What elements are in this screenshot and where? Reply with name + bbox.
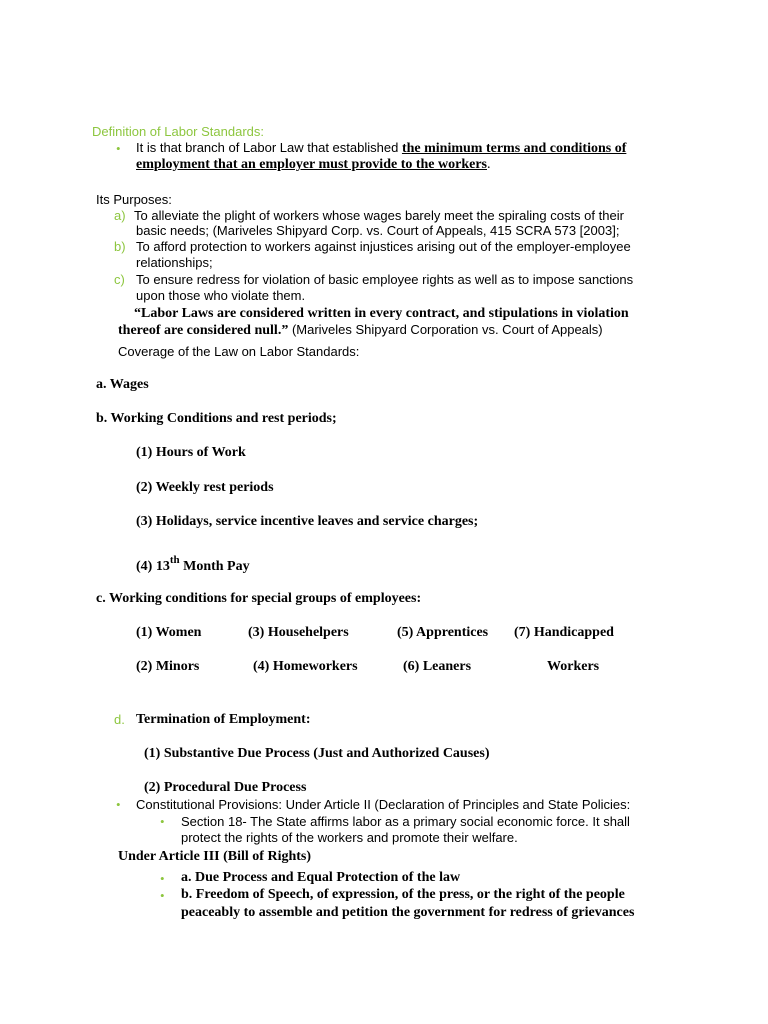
purpose-a-line-2: basic needs; (Mariveles Shipyard Corp. vs. Court of Appeals, 415 SCRA 573 [2003]; (136, 223, 620, 238)
quote-citation: (Mariveles Shipyard Corporation vs. Court of Appeals) (288, 322, 603, 337)
group-women: (1) Women (136, 625, 202, 640)
bullet-icon: • (160, 888, 165, 903)
constitutional-text: Constitutional Provisions: Under Article II (Declaration of Principles and State Policies: (136, 797, 631, 812)
group-apprentices: (5) Apprentices (397, 625, 489, 640)
bullet-icon: • (160, 871, 165, 886)
quote-line-2 (118, 323, 603, 338)
coverage-d-item-2: (2) Procedural Due Process (144, 780, 307, 795)
coverage-b-item-4 (136, 555, 250, 574)
coverage-a: a. Wages (96, 377, 149, 392)
coverage-title: Coverage of the Law on Labor Standards: (118, 344, 360, 359)
coverage-b: b. Working Conditions and rest periods; (96, 411, 337, 426)
section18-line-1: Section 18- The State affirms labor as a primary social economic force. It shall (181, 814, 630, 829)
purpose-b-line-2: relationships; (136, 255, 213, 270)
group-leaners: (6) Leaners (403, 659, 472, 674)
section-heading: Definition of Labor Standards: (92, 124, 264, 139)
coverage-b-item-2: (2) Weekly rest periods (136, 480, 274, 495)
coverage-d: Termination of Employment: (136, 712, 311, 727)
purpose-marker-b: b) (114, 239, 126, 254)
group-minors: (2) Minors (136, 659, 200, 674)
item-4-suffix: Month Pay (179, 559, 250, 574)
group-homeworkers: (4) Homeworkers (253, 659, 358, 674)
quote-bold: thereof are considered null.” (118, 323, 289, 338)
quote-line-1: “Labor Laws are considered written in every contract, and stipulations in violation (134, 306, 629, 321)
purpose-c-line-2: upon those who violate them. (136, 288, 306, 303)
article3-item-b-line-2: peaceably to assemble and petition the government for redress of grievances (181, 905, 635, 920)
purpose-a-line-1: To alleviate the plight of workers whose wages barely meet the spiraling costs of their (134, 208, 624, 223)
coverage-d-item-1: (1) Substantive Due Process (Just and Authorized Causes) (144, 746, 490, 761)
purpose-b-line-1: To afford protection to workers against injustices arising out of the employer-employee (136, 239, 631, 254)
coverage-d-marker: d. (114, 712, 125, 727)
bullet-icon: • (160, 814, 165, 829)
definition-end: . (487, 157, 491, 172)
definition-text: It is that branch of Labor Law that established (136, 140, 402, 155)
purposes-title: Its Purposes: (96, 192, 172, 207)
purpose-marker-a: a) (114, 208, 126, 223)
article3-item-b-line-1: b. Freedom of Speech, of expression, of the press, or the right of the people (181, 887, 625, 902)
definition-emphasis-2: employment that an employer must provide to the workers (136, 157, 488, 172)
article3-item-a: a. Due Process and Equal Protection of the law (181, 870, 461, 885)
coverage-b-item-3: (3) Holidays, service incentive leaves and service charges; (136, 514, 479, 529)
coverage-c: c. Working conditions for special groups of employees: (96, 591, 422, 606)
bullet-icon: • (116, 141, 121, 156)
ordinal-suffix: th (169, 554, 180, 566)
coverage-b-item-1: (1) Hours of Work (136, 445, 246, 460)
definition-line-1 (136, 141, 626, 156)
article3-title: Under Article III (Bill of Rights) (118, 849, 312, 864)
purpose-marker-c: c) (114, 272, 125, 287)
group-workers: Workers (547, 659, 600, 674)
bullet-icon: • (116, 797, 121, 812)
item-4-prefix: (4) 13 (136, 559, 170, 574)
section18-line-2: protect the rights of the workers and promote their welfare. (181, 830, 518, 845)
group-handicapped: (7) Handicapped (514, 625, 614, 640)
purpose-c-line-1: To ensure redress for violation of basic employee rights as well as to impose sanctions (136, 272, 634, 287)
definition-emphasis-1: the minimum terms and conditions of (401, 141, 627, 156)
group-househelpers: (3) Househelpers (248, 625, 349, 640)
definition-line-2 (136, 158, 491, 172)
